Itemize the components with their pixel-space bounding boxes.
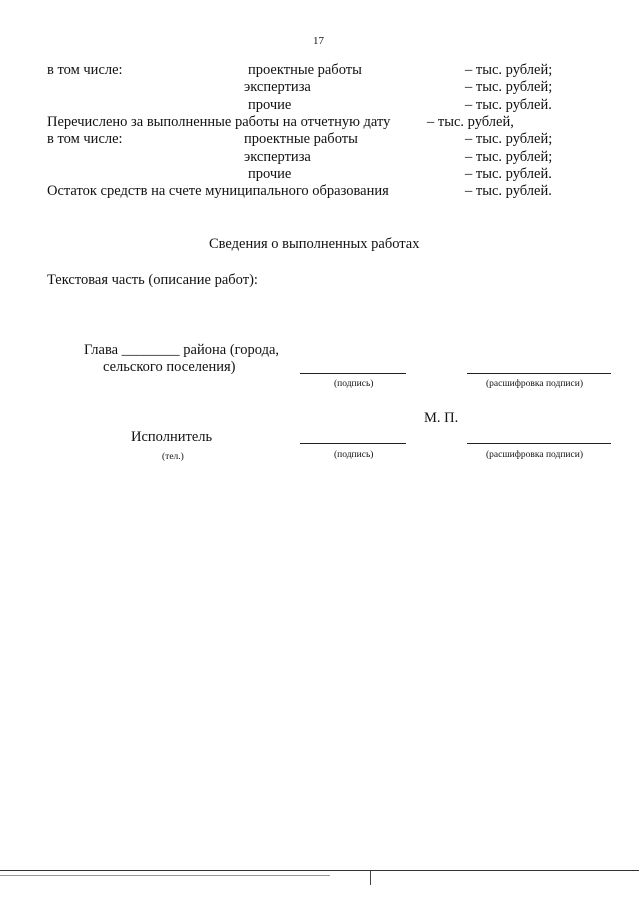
head-title-line2: сельского поселения): [103, 359, 236, 375]
page-number: 17: [313, 35, 324, 47]
in-total-label: в том числе:: [47, 62, 123, 78]
section-title: Сведения о выполненных работах: [209, 236, 420, 252]
executor-decode-caption: (расшифровка подписи): [486, 450, 583, 460]
expertise-label: экспертиза: [244, 149, 311, 165]
transferred-label: Перечислено за выполненные работы на отчетную дату: [47, 114, 391, 130]
unit-thousand-rubles: – тыс. рублей,: [427, 114, 514, 130]
executor-label: Исполнитель: [131, 429, 213, 445]
unit-thousand-rubles: – тыс. рублей;: [465, 149, 553, 165]
signature-decode-line: [467, 373, 611, 374]
unit-thousand-rubles: – тыс. рублей.: [465, 166, 552, 182]
text-part-label: Текстовая часть (описание работ):: [47, 272, 258, 288]
executor-signature-line: [300, 443, 406, 444]
other-label: прочие: [248, 166, 292, 182]
signature-line: [300, 373, 406, 374]
executor-signature-caption: (подпись): [334, 450, 374, 460]
scan-edge-shadow: [0, 875, 330, 876]
scan-edge-line: [0, 870, 639, 871]
stamp-place-label: М. П.: [424, 410, 459, 426]
unit-thousand-rubles: – тыс. рублей.: [465, 97, 552, 113]
design-works-label: проектные работы: [248, 62, 362, 78]
executor-decode-line: [467, 443, 611, 444]
expertise-label: экспертиза: [244, 79, 311, 95]
balance-label: Остаток средств на счете муниципального образования: [47, 183, 389, 199]
in-total-label: в том числе:: [47, 131, 123, 147]
signature-caption: (подпись): [334, 379, 374, 389]
scan-edge-mark: [370, 871, 371, 885]
other-label: прочие: [248, 97, 292, 113]
unit-thousand-rubles: – тыс. рублей;: [465, 79, 553, 95]
phone-caption: (тел.): [162, 452, 184, 462]
design-works-label: проектные работы: [244, 131, 358, 147]
signature-decode-caption: (расшифровка подписи): [486, 379, 583, 389]
head-title-line1: Глава ________ района (города,: [84, 342, 280, 358]
unit-thousand-rubles: – тыс. рублей;: [465, 131, 553, 147]
unit-thousand-rubles: – тыс. рублей.: [465, 183, 552, 199]
unit-thousand-rubles: – тыс. рублей;: [465, 62, 553, 78]
